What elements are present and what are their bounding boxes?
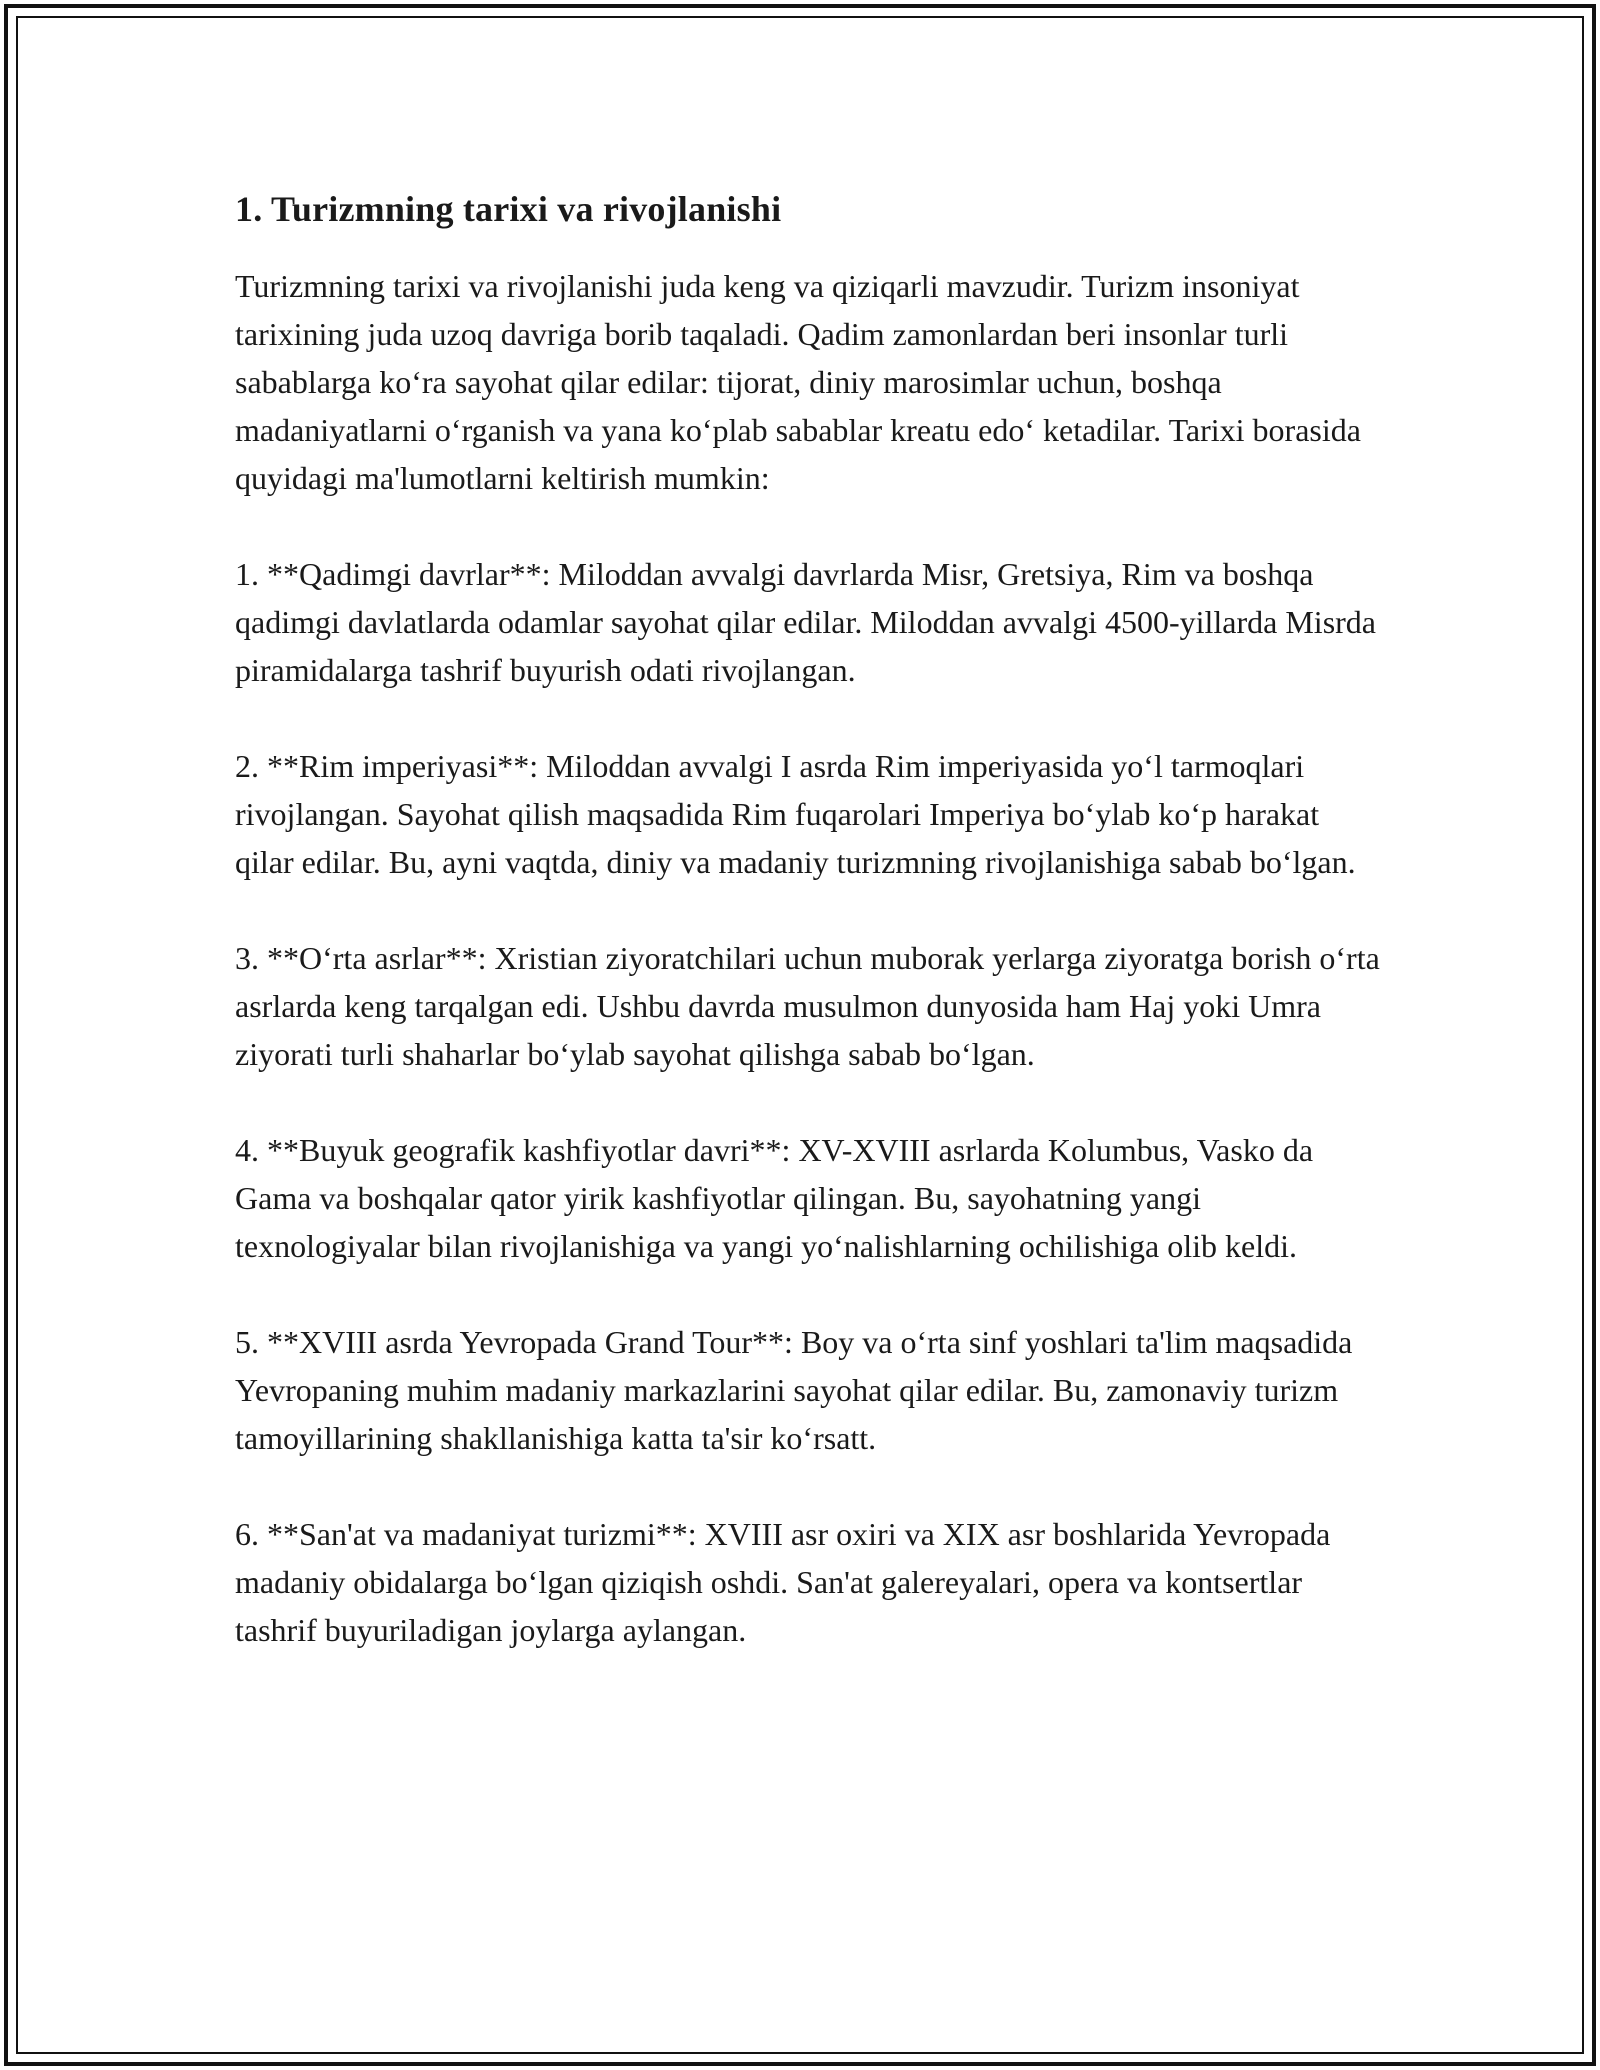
list-item-geografik-kashfiyotlar: 4. **Buyuk geografik kashfiyotlar davri**: XV-XVIII asrlarda Kolumbus, Vasko da Gama va boshqalar qator yirik kashfiyotlar qilingan. Bu, sayohatning yangi texnologiyalar bilan rivojlanishiga va yangi yo‘nalishlarning ochilishiga olib keldi. xyxy=(235,1132,1314,1264)
list-item-rim-imperiyasi: 2. **Rim imperiyasi**: Miloddan avvalgi I asrda Rim imperiyasida yo‘l tarmoqlari rivojlangan. Sayohat qilish maqsadida Rim fuqarolari Imperiya bo‘ylab ko‘p harakat qilar edilar. Bu, ayni vaqtda, diniy va madaniy turizmning rivojlanishiga sabab bo‘lgan. xyxy=(235,748,1356,880)
intro-paragraph: Turizmning tarixi va rivojlanishi juda keng va qiziqarli mavzudir. Turizm insoniyat tarixining juda uzoq davriga borib taqaladi. Qadim zamonlardan beri insonlar turli sabablarga ko‘ra sayohat qilar edilar: tijorat, diniy marosimlar uchun, boshqa madaniyatlarni o‘rganish va yana ko‘plab sabablar kreatu edo‘ ketadilar. Tarixi borasida quyidagi ma'lumotlarni keltirish mumkin: xyxy=(235,268,1361,496)
list-item-grand-tour: 5. **XVIII asrda Yevropada Grand Tour**: Boy va o‘rta sinf yoshlari ta'lim maqsadida Yevropaning muhim madaniy markazlarini sayohat qilar edilar. Bu, zamonaviy turizm tamoyillarining shakllanishiga katta ta'sir ko‘rsatt. xyxy=(235,1324,1353,1456)
document-body xyxy=(235,186,1385,1702)
list-item-orta-asrlar: 3. **O‘rta asrlar**: Xristian ziyoratchilari uchun muborak yerlarga ziyoratga borish o‘rta asrlarda keng tarqalgan edi. Ushbu davrda musulmon dunyosida ham Haj yoki Umra ziyorati turli shaharlar bo‘ylab sayohat qilishga sabab bo‘lgan. xyxy=(235,940,1380,1072)
document-title: 1. Turizmning tarixi va rivojlanishi xyxy=(235,189,782,229)
list-item-sanat-madaniyat: 6. **San'at va madaniyat turizmi**: XVIII asr oxiri va XIX asr boshlarida Yevropada madaniy obidalarga bo‘lgan qiziqish oshdi. San'at galereyalari, opera va kontsertlar tashrif buyuriladigan joylarga aylangan. xyxy=(235,1516,1331,1648)
list-item-qadimgi-davrlar: 1. **Qadimgi davrlar**: Miloddan avvalgi davrlarda Misr, Gretsiya, Rim va boshqa qadimgi davlatlarda odamlar sayohat qilar edilar. Miloddan avvalgi 4500-yillarda Misrda piramidalarga tashrif buyurish odati rivojlangan. xyxy=(235,556,1376,688)
